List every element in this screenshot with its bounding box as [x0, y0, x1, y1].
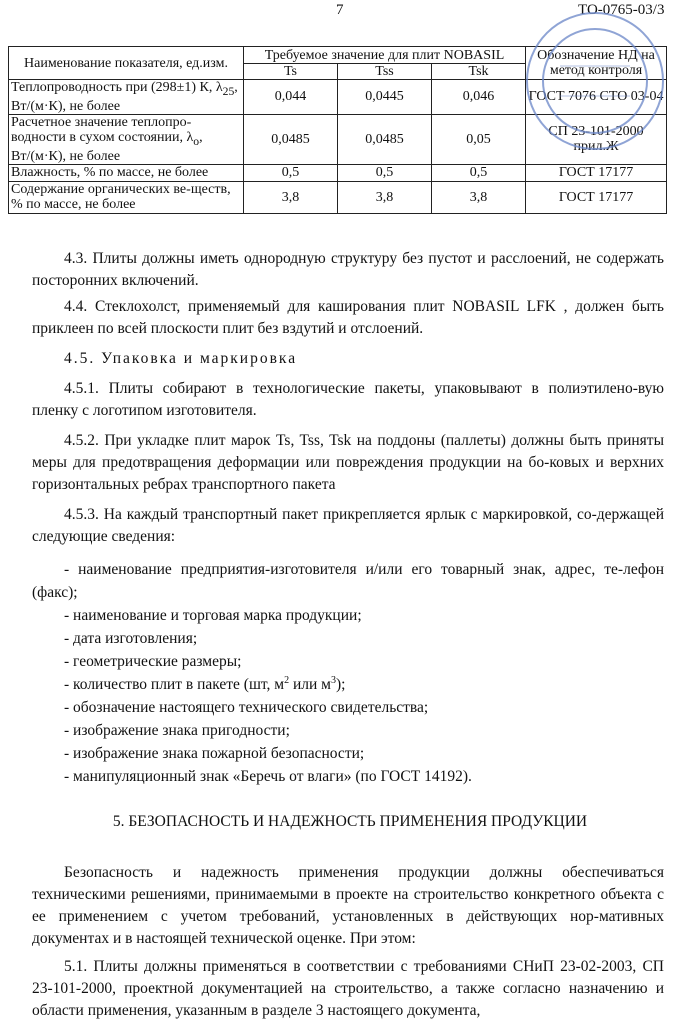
row-method: СП 23-101-2000 прил.Ж: [526, 114, 667, 164]
paragraph-4-5-heading: 4.5. Упаковка и маркировка: [64, 350, 298, 367]
table-row: [9, 114, 667, 164]
table-row: [9, 80, 667, 115]
list-item: - изображение знака пожарной безопасности;: [64, 745, 365, 762]
section-4-body: [32, 248, 664, 548]
row-method: ГОСТ 17177: [526, 181, 667, 213]
list-item: - наименование и торговая марка продукции;: [64, 607, 362, 624]
paragraph-4-5-2: 4.5.2. При укладке плит марок Ts, Tss, Tsk на поддоны (паллеты) должны быть приняты меры для предотвращения деформации или повреждения продукции на бо-ковых и верхних горизонтальных ребрах транспортного пакета: [32, 432, 664, 493]
row-value-tss: 0,5: [338, 164, 432, 181]
list-item: - манипуляционный знак «Беречь от влаги» (по ГОСТ 14192).: [64, 768, 472, 785]
section-5-body: [32, 862, 664, 1022]
row-method: ГОСТ 17177: [526, 164, 667, 181]
row-name: Содержание органических ве-ществ, % по массе, не более: [9, 181, 244, 213]
subheader-ts: Ts: [244, 64, 338, 80]
list-item: - изображение знака пригодности;: [64, 722, 290, 739]
paragraph-4-5-3: 4.5.3. На каждый транспортный пакет прикрепляется ярлык с маркировкой, со-держащей следующие сведения:: [32, 506, 664, 545]
page-number: 7: [336, 2, 344, 18]
row-value-ts: 0,0485: [244, 114, 338, 164]
row-value-tsk: 3,8: [432, 181, 526, 213]
row-value-tss: 0,0485: [338, 114, 432, 164]
row-name: Влажность, % по массе, не более: [9, 164, 244, 181]
row-value-tss: 3,8: [338, 181, 432, 213]
row-value-ts: 3,8: [244, 181, 338, 213]
list-item: - дата изготовления;: [64, 630, 198, 647]
list-item: - количество плит в пакете (шт, $м^2$ или $м^3$);: [64, 674, 346, 693]
table-row: [9, 181, 667, 213]
row-value-tsk: 0,05: [432, 114, 526, 164]
table-row: [9, 164, 667, 181]
paragraph-4-3: 4.3. Плиты должны иметь однородную структуру без пустот и расслоений, не содержать посторонних включений.: [32, 250, 664, 289]
header-required-value: Требуемое значение для плит NOBASIL: [244, 47, 526, 64]
row-name: Расчетное значение теплопро-водности в сухом состоянии, $\lambda_о$, Вт/(м·К), не более: [9, 114, 244, 164]
spec-table: [8, 46, 667, 214]
row-value-ts: 0,044: [244, 80, 338, 115]
subheader-tss: Tss: [338, 64, 432, 80]
row-value-ts: 0,5: [244, 164, 338, 181]
section-5-intro: Безопасность и надежность применения продукции должны обеспечиваться техническими решениями, принимаемыми в проекте на строительство конкретного объекта с ее применением с учетом требований, установленных в действующих нор-мативных документах и в настоящей технической оценке. При этом:: [32, 864, 664, 947]
row-name: Теплопроводность при (298±1) К, $\lambda_{25}$, Вт/(м·К), не более: [9, 80, 244, 115]
list-item: - обозначение настоящего технического свидетельства;: [64, 699, 429, 716]
document-code: ТО-0765-03/3: [578, 2, 665, 18]
subheader-tsk: Tsk: [432, 64, 526, 80]
paragraph-4-5-1: 4.5.1. Плиты собирают в технологические пакеты, упаковывают в полиэтилено-вую пленку с логотипом изготовителя.: [32, 380, 664, 419]
row-value-tss: 0,0445: [338, 80, 432, 115]
paragraph-4-4: 4.4. Стеклохолст, применяемый для каширования плит NOBASIL LFK , должен быть приклеен по всей плоскости плит без вздутий и отслоений.: [32, 298, 664, 337]
paragraph-5-1: 5.1. Плиты должны применяться в соответствии с требованиями СНиП 23-02-2003, СП 23-101-2000, проектной документацией на строительство, а также согласно назначению и области применения, указанным в разделе 3 настоящего документа,: [32, 958, 664, 1019]
section-5-heading: 5. БЕЗОПАСНОСТЬ И НАДЕЖНОСТЬ ПРИМЕНЕНИЯ ПРОДУКЦИИ: [112, 813, 588, 830]
header-method: Обозначение НД на метод контроля: [526, 47, 667, 80]
marking-list: [32, 558, 664, 788]
list-item: - наименование предприятия-изготовителя и/или его товарный знак, адрес, те-лефон (факс);: [32, 561, 664, 601]
list-item: - геометрические размеры;: [64, 653, 242, 670]
row-method: ГОСТ 7076 СТО 03-04: [526, 80, 667, 115]
row-value-tsk: 0,046: [432, 80, 526, 115]
row-value-tsk: 0,5: [432, 164, 526, 181]
header-indicator: Наименование показателя, ед.изм.: [9, 47, 244, 80]
